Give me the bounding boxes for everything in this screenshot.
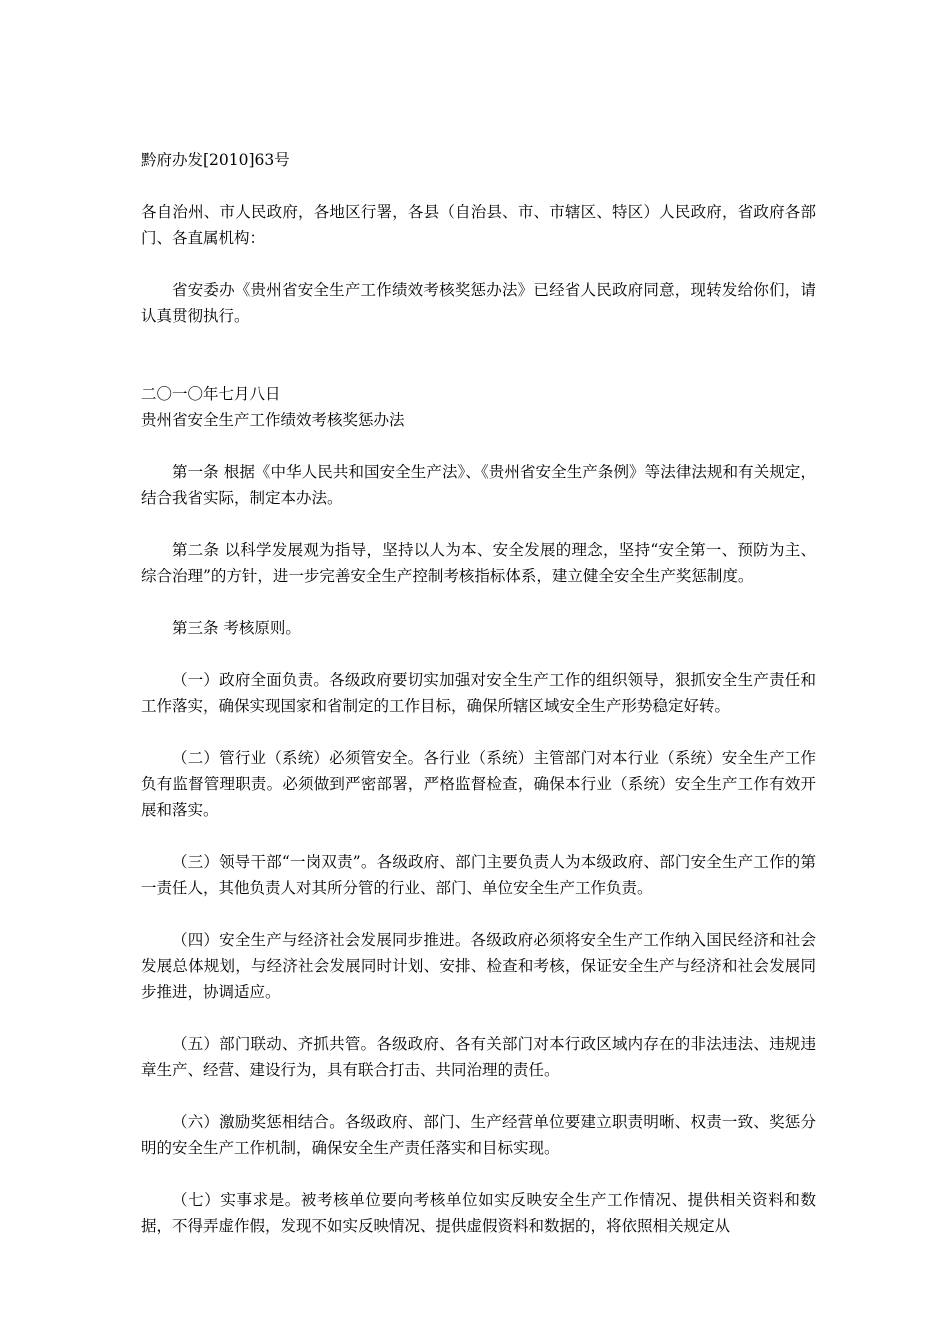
document-body xyxy=(141,147,816,1239)
doc-number: 黔府办发[2010]63号 xyxy=(141,151,290,169)
recipients: 各自治州、市人民政府，各地区行署，各县（自治县、市、市辖区、特区）人民政府，省政府各部门、各直属机构： xyxy=(141,203,816,247)
principle-4: （四）安全生产与经济社会发展同步推进。各级政府必须将安全生产工作纳入国民经济和社会发展总体规划，与经济社会发展同时计划、安排、检查和考核，保证安全生产与经济和社会发展同步推进，协调适应。 xyxy=(141,931,816,1001)
article-1: 第一条 根据《中华人民共和国安全生产法》、《贵州省安全生产条例》等法律法规和有关规定，结合我省实际，制定本办法。 xyxy=(141,463,816,507)
notice-text: 省安委办《贵州省安全生产工作绩效考核奖惩办法》已经省人民政府同意，现转发给你们，请认真贯彻执行。 xyxy=(141,281,816,325)
article-3: 第三条 考核原则。 xyxy=(172,619,301,637)
principle-3: （三）领导干部“一岗双责”。各级政府、部门主要负责人为本级政府、部门安全生产工作的第一责任人，其他负责人对其所分管的行业、部门、单位安全生产工作负责。 xyxy=(141,853,816,897)
issue-date: 二〇一〇年七月八日 xyxy=(141,385,281,403)
principle-2: （二）管行业（系统）必须管安全。各行业（系统）主管部门对本行业（系统）安全生产工作负有监督管理职责。必须做到严密部署，严格监督检查，确保本行业（系统）安全生产工作有效开展和落实。 xyxy=(141,749,816,819)
principle-5: （五）部门联动、齐抓共管。各级政府、各有关部门对本行政区域内存在的非法违法、违规违章生产、经营、建设行为，具有联合打击、共同治理的责任。 xyxy=(141,1035,816,1079)
document-title: 贵州省安全生产工作绩效考核奖惩办法 xyxy=(141,411,405,429)
principle-7: （七）实事求是。被考核单位要向考核单位如实反映安全生产工作情况、提供相关资料和数据，不得弄虚作假，发现不如实反映情况、提供虚假资料和数据的，将依照相关规定从 xyxy=(141,1191,816,1235)
principle-1: （一）政府全面负责。各级政府要切实加强对安全生产工作的组织领导，狠抓安全生产责任和工作落实，确保实现国家和省制定的工作目标，确保所辖区域安全生产形势稳定好转。 xyxy=(141,671,816,715)
principle-6: （六）激励奖惩相结合。各级政府、部门、生产经营单位要建立职责明晰、权责一致、奖惩分明的安全生产工作机制，确保安全生产责任落实和目标实现。 xyxy=(141,1113,816,1157)
article-2: 第二条 以科学发展观为指导，坚持以人为本、安全发展的理念，坚持“安全第一、预防为主、综合治理”的方针，进一步完善安全生产控制考核指标体系，建立健全安全生产奖惩制度。 xyxy=(141,541,816,585)
